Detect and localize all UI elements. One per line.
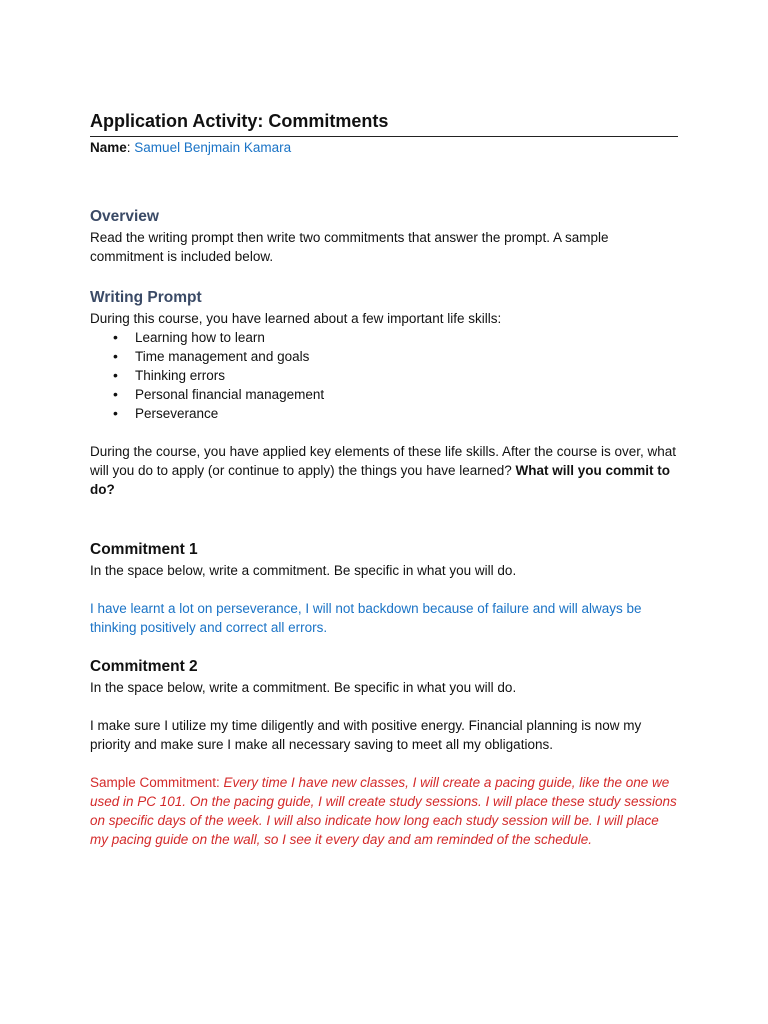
name-colon: :: [126, 140, 135, 155]
list-item: • Learning how to learn: [135, 328, 678, 347]
name-line: [90, 138, 678, 158]
commitment-1-heading: Commitment 1: [90, 541, 198, 558]
writing-prompt-intro: During this course, you have learned about a few important life skills:: [90, 311, 502, 326]
sample-commitment: [90, 773, 678, 849]
list-item: • Time management and goals: [135, 347, 678, 366]
document-page: [90, 108, 678, 849]
sample-label: Sample Commitment:: [90, 775, 224, 790]
sample-text: Every time I have new classes, I will create a pacing guide, like the one we used in PC 101. On the pacing guide, I will create study sessions. I will place these study sessions on specific days of the week. I will also indicate how long each study session will be. I will place my pacing guide on the wall, so I see it every day and am reminded of the schedule.: [90, 775, 677, 847]
skills-list: [90, 328, 678, 423]
document-title: Application Activity: Commitments: [90, 108, 678, 137]
list-item: • Thinking errors: [135, 366, 678, 385]
closing-question: What will you commit to do?: [90, 463, 671, 497]
writing-prompt-heading: Writing Prompt: [90, 289, 202, 306]
list-item: • Perseverance: [135, 404, 678, 423]
writing-prompt-closing: [90, 442, 678, 499]
name-value: Samuel Benjmain Kamara: [134, 140, 292, 155]
closing-text: During the course, you have applied key elements of these life skills. After the course is over, what will you do to apply (or continue to apply) the things you have learned?: [90, 444, 677, 478]
commitment-1-answer: I have learnt a lot on perseverance, I will not backdown because of failure and will always be thinking positively and correct all errors.: [90, 601, 642, 635]
commitment-1-instruction: In the space below, write a commitment. Be specific in what you will do.: [90, 563, 517, 578]
overview-heading: Overview: [90, 208, 159, 225]
list-item: • Personal financial management: [135, 385, 678, 404]
commitment-2-heading: Commitment 2: [90, 658, 198, 675]
commitment-2-instruction: In the space below, write a commitment. Be specific in what you will do.: [90, 680, 517, 695]
overview-text: Read the writing prompt then write two commitments that answer the prompt. A sample commitment is included below.: [90, 230, 609, 264]
commitment-2-answer: I make sure I utilize my time diligently and with positive energy. Financial planning is now my priority and make sure I make all necessary saving to meet all my obligations.: [90, 718, 642, 752]
name-label: Name: [90, 140, 127, 155]
